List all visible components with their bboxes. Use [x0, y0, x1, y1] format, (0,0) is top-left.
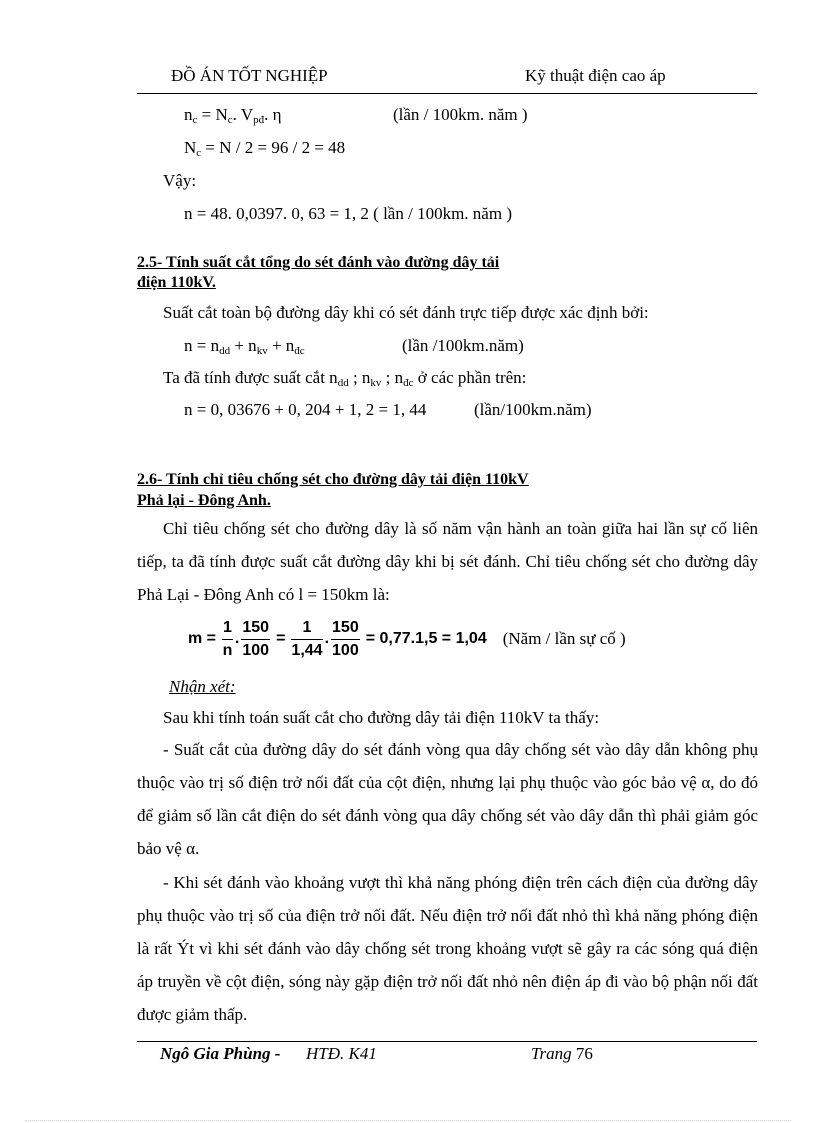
equation-m: m = $\frac{1}{n}$ . $\frac{150}{100}$ = $\frac{1}{1,44}$ . $\frac{150}{100}$ = 0,77.1,5 = 1,04 (Năm / lần sự cố ): [188, 618, 626, 659]
formula-Nc: $N_c = N / 2 = 96 / 2 = 48$: [184, 138, 346, 159]
fraction-1-over-n: $\frac{1}{n}$: [222, 618, 233, 659]
formula-nc: $n_c = N_c$. $V_{pđ}$. η: [184, 105, 282, 126]
footer-rule: [137, 1041, 757, 1042]
section-2-5-title-line1: 2.5- Tính suất cắt tổng do sét đánh vào đường dây tải: [137, 254, 500, 271]
formula-n-total: $n = n_{dd} + n_{kv} + n_{đc}$: [184, 336, 305, 357]
formula-nc-unit: (lần / 100km. năm ): [393, 105, 528, 124]
equation-unit: (Năm / lần sự cố ): [502, 629, 626, 648]
fraction-1-over-1-44: $\frac{1}{1,44}$: [291, 618, 323, 659]
formula-n-total-unit: (lần /100km.năm): [402, 336, 524, 355]
header-rule: [137, 93, 757, 94]
footer-page: Trang 76: [531, 1044, 593, 1063]
remarks-intro: Sau khi tính toán suất cắt cho đường dây tải điện 110kV ta thấy:: [163, 708, 600, 727]
section-2-5-intro: Suất cắt toàn bộ đường dây khi có sét đánh trực tiếp được xác định bởi:: [163, 303, 649, 322]
formula-n-sum: n = 0, 03676 + 0, 204 + 1, 2 = 1, 44: [184, 400, 427, 419]
fraction-150-over-100: $\frac{150}{100}$: [242, 618, 270, 659]
section-2-6-title-line1: 2.6- Tính chỉ tiêu chống sét cho đường dây tải điện 110kV: [137, 471, 529, 488]
footer-class: HTĐ. K41: [306, 1044, 377, 1063]
header-title: ĐỒ ÁN TỐT NGHIỆP: [171, 66, 328, 85]
page-number: 76: [575, 1044, 593, 1063]
page-bottom-edge: [25, 1120, 791, 1121]
section-2-6-title-line2: Phả lại - Đông Anh.: [137, 492, 271, 509]
conclusion-label: Vậy:: [163, 171, 197, 190]
footer-author: Ngô Gia Phùng -: [160, 1044, 281, 1063]
header-subject: Kỹ thuật điện cao áp: [525, 66, 666, 85]
remarks-point-1: - Suất cắt của đường dây do sét đánh vòng qua dây chống sét vào dây dẫn không phụ thuộc vào trị số điện trở nối đất của cột điện, nhưng lại phụ thuộc vào góc bảo vệ α, do đó để giảm số lần cắt điện do sét đánh vòng qua dây chống sét vào dây dẫn thì phải giảm góc bảo vệ α.: [137, 740, 758, 858]
fraction-150-over-100-b: $\frac{150}{100}$: [332, 618, 359, 659]
formula-n-sum-unit: (lần/100km.năm): [474, 400, 592, 419]
section-2-5-title-line2: điện 110kV.: [137, 274, 216, 291]
section-2-5-sentence: Ta đã tính được suất cắt $n_{dd}$ ; $n_{kv}$ ; $n_{đc}$ ở các phần trên:: [163, 368, 527, 389]
remarks-label: Nhận xét:: [169, 677, 236, 696]
section-2-6-paragraph: Chỉ tiêu chống sét cho đường dây là số năm vận hành an toàn giữa hai lần sự cố liên tiếp, ta đã tính được suất cắt đường dây khi bị sét đánh. Chỉ tiêu chống sét cho đường dây Phả Lại - Đông Anh có l = 150km là:: [137, 519, 758, 604]
formula-n-result: n = 48. 0,0397. 0, 63 = 1, 2 ( lần / 100km. năm ): [184, 204, 512, 223]
remarks-point-2: - Khi sét đánh vào khoảng vượt thì khả năng phóng điện trên cách điện của đường dây phụ thuộc vào trị số của điện trở nối đất. Nếu điện trở nối đất nhỏ thì khả năng phóng điện là rất Ýt vì khi sét đánh vào dây chống sét trong khoảng vượt sẽ gây ra các sóng quá điện áp truyền về cột điện, sóng này gặp điện trở nối đất nhỏ nên điện áp đi vào bộ phận nối đất được giảm thấp.: [137, 873, 758, 1024]
